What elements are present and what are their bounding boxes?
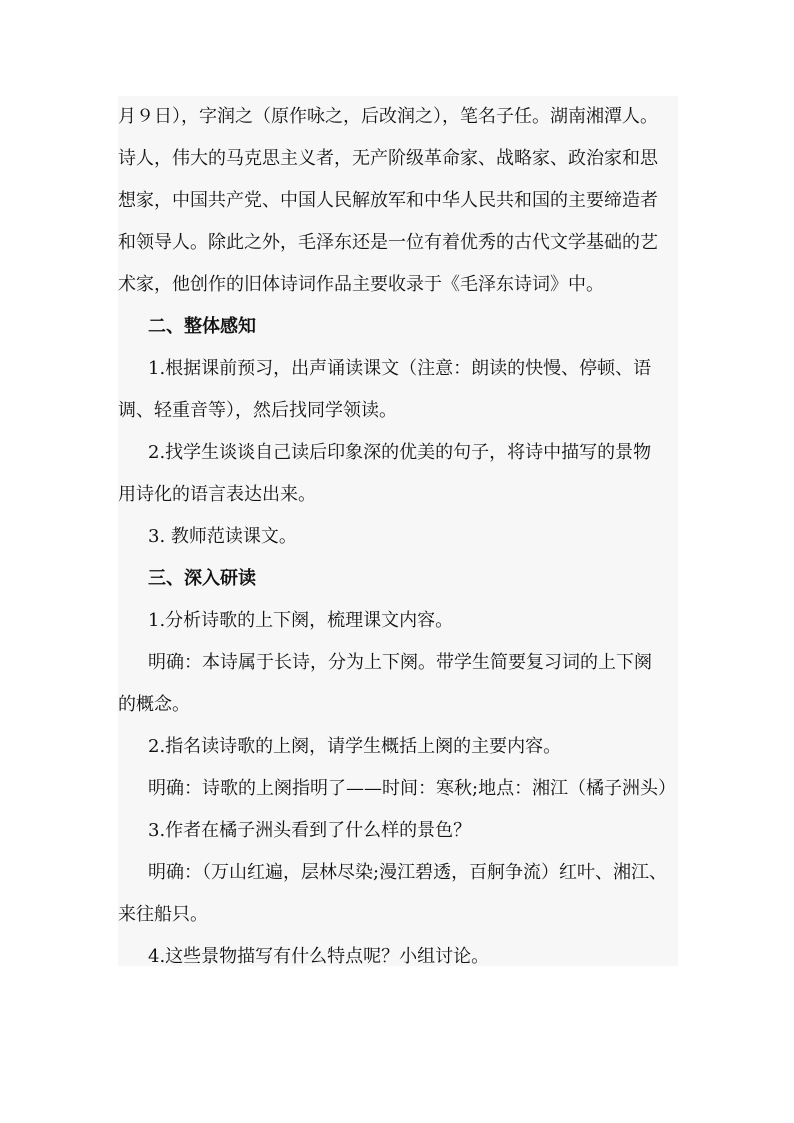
numbered-item: 4.这些景物描写有什么特点呢？小组讨论。 [148,946,490,967]
answer-line: 明确：诗歌的上阕指明了——时间：寒秋;地点：湘江（橘子洲头） [148,778,677,799]
answer-line: 明确：（万山红遍，层林尽染;漫江碧透，百舸争流）红叶、湘江、 [148,862,668,883]
numbered-item: 1.分析诗歌的上下阕，梳理课文内容。 [148,610,454,631]
paragraph-line: 诗人，伟大的马克思主义者，无产阶级革命家、战略家、政治家和思 [118,148,658,169]
paragraph-line: 想家，中国共产党、中国人民解放军和中华人民共和国的主要缔造者 [118,190,658,211]
paragraph-line: 和领导人。除此之外，毛泽东还是一位有着优秀的古代文学基础的艺 [118,232,658,253]
numbered-item: 3.作者在橘子洲头看到了什么样的景色？ [148,820,472,841]
paragraph-line: 术家，他创作的旧体诗词作品主要收录于《毛泽东诗词》中。 [118,274,604,295]
section-heading: 三、深入研读 [148,568,256,589]
numbered-item: 1.根据课前预习，出声诵读课文（注意：朗读的快慢、停顿、语 [148,358,652,379]
paragraph-line: 用诗化的语言表达出来。 [118,484,316,505]
paragraph-line: 的概念。 [118,694,190,715]
numbered-item: 2.指名读诗歌的上阕，请学生概括上阕的主要内容。 [148,736,562,757]
paragraph-line: 来往船只。 [118,904,208,925]
numbered-item: 3. 教师范读课文。 [148,526,297,547]
answer-line: 明确：本诗属于长诗，分为上下阕。带学生简要复习词的上下阕 [148,652,652,673]
paragraph-line: 调、轻重音等），然后找同学领读。 [118,400,397,421]
paragraph-line: 月９日），字润之（原作咏之，后改润之），笔名子任。湖南湘潭人。 [118,106,658,127]
section-heading: 二、整体感知 [148,316,256,337]
numbered-item: 2.找学生谈谈自己读后印象深的优美的句子，将诗中描写的景物 [148,442,652,463]
